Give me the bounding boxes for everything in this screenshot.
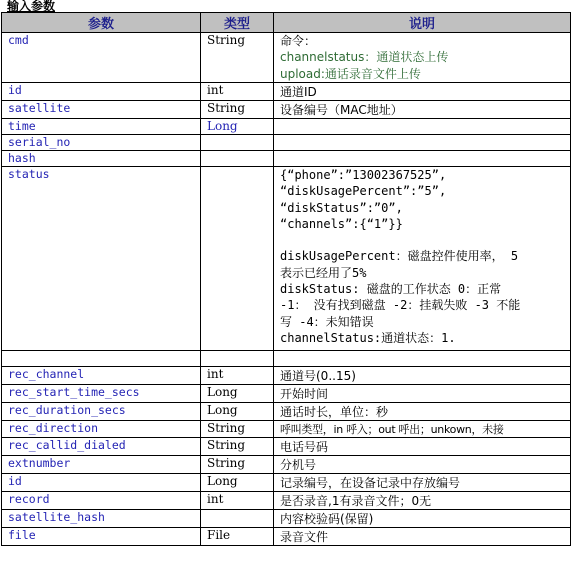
param-desc: 呼叫类型，in 呼入；out 呼出；unkown，未接 <box>274 421 571 438</box>
header-desc: 说明 <box>274 13 571 33</box>
desc-line: upload:通话录音文件上传 <box>280 66 421 81</box>
input-params-table <box>1 12 571 546</box>
table-row <box>2 367 571 385</box>
desc-line: diskUsagePercent：磁盘控件使用率， 5 <box>280 249 519 264</box>
desc-line: “diskStatus”:”0”, <box>280 200 403 215</box>
table-row-empty <box>2 351 571 367</box>
desc-line: 命令： <box>280 34 317 48</box>
desc-line: “diskUsagePercent”:”5”, <box>280 184 447 199</box>
desc-line: channelstatus：通道状态上传 <box>280 50 449 65</box>
param-type: Long <box>201 119 274 135</box>
param-type: Long <box>201 385 274 403</box>
param-name: cmd <box>2 33 201 83</box>
param-name: extnumber <box>2 456 201 474</box>
param-name: satellite_hash <box>2 510 201 528</box>
table-row <box>2 510 571 528</box>
param-desc <box>274 119 571 135</box>
param-type: int <box>201 367 274 385</box>
param-desc <box>274 167 571 351</box>
empty-cell <box>2 351 201 367</box>
table-caption: 输入参数 <box>7 0 56 13</box>
param-desc: 通道ID <box>274 83 571 101</box>
param-type <box>201 151 274 167</box>
table-row <box>2 438 571 456</box>
param-type: String <box>201 456 274 474</box>
param-name: file <box>2 528 201 546</box>
spacer <box>280 232 564 248</box>
param-name: hash <box>2 151 201 167</box>
param-name: rec_duration_secs <box>2 403 201 421</box>
header-param: 参数 <box>2 13 201 33</box>
desc-line: channelStatus:通道状态：1. <box>280 330 456 345</box>
param-desc: 记录编号，在设备记录中存放编号 <box>274 474 571 492</box>
param-type: int <box>201 492 274 510</box>
param-desc: 通话时长，单位：秒 <box>274 403 571 421</box>
param-type <box>201 135 274 151</box>
empty-cell <box>274 351 571 367</box>
table-row <box>2 385 571 403</box>
table-row <box>2 101 571 119</box>
desc-line: diskStatus: 磁盘的工作状态 0：正常 <box>280 282 502 297</box>
empty-cell <box>201 351 274 367</box>
table-row <box>2 403 571 421</box>
table-row <box>2 456 571 474</box>
param-desc: 是否录音,1有录音文件；0无 <box>274 492 571 510</box>
param-name: satellite <box>2 101 201 119</box>
table-row <box>2 119 571 135</box>
desc-line: 写 -4：未知错误 <box>280 314 374 329</box>
param-type: File <box>201 528 274 546</box>
param-name: rec_direction <box>2 421 201 438</box>
param-desc: 通道号(0..15) <box>274 367 571 385</box>
table-row <box>2 474 571 492</box>
param-name: rec_channel <box>2 367 201 385</box>
table-row <box>2 83 571 101</box>
param-name: serial_no <box>2 135 201 151</box>
table-row <box>2 135 571 151</box>
table-row <box>2 167 571 351</box>
param-desc <box>274 135 571 151</box>
param-type <box>201 167 274 351</box>
param-name: id <box>2 83 201 101</box>
table-row <box>2 528 571 546</box>
param-desc: 开始时间 <box>274 385 571 403</box>
param-type: String <box>201 101 274 119</box>
param-type: String <box>201 438 274 456</box>
param-name: rec_callid_dialed <box>2 438 201 456</box>
header-type: 类型 <box>201 13 274 33</box>
param-type: String <box>201 421 274 438</box>
table-row <box>2 421 571 438</box>
param-desc: 电话号码 <box>274 438 571 456</box>
table-row <box>2 492 571 510</box>
desc-line: {“phone”:”13002367525”, <box>280 168 447 182</box>
param-type: int <box>201 83 274 101</box>
param-type: String <box>201 33 274 83</box>
desc-line: 表示已经用了5% <box>280 265 367 280</box>
param-type: Long <box>201 474 274 492</box>
desc-line: “channels”:{“1”}} <box>280 216 403 231</box>
param-name: rec_start_time_secs <box>2 385 201 403</box>
param-type <box>201 510 274 528</box>
header-row <box>2 13 571 33</box>
param-name: record <box>2 492 201 510</box>
param-desc <box>274 33 571 83</box>
param-desc <box>274 151 571 167</box>
desc-line: -1： 没有找到磁盘 -2：挂载失败 -3 不能 <box>280 298 521 313</box>
param-desc: 录音文件 <box>274 528 571 546</box>
param-desc: 设备编号（MAC地址） <box>274 101 571 119</box>
param-name: id <box>2 474 201 492</box>
param-desc: 分机号 <box>274 456 571 474</box>
param-name: time <box>2 119 201 135</box>
table-row <box>2 151 571 167</box>
param-desc: 内容校验码(保留) <box>274 510 571 528</box>
param-name: status <box>2 167 201 351</box>
table-row <box>2 33 571 83</box>
param-type: Long <box>201 403 274 421</box>
